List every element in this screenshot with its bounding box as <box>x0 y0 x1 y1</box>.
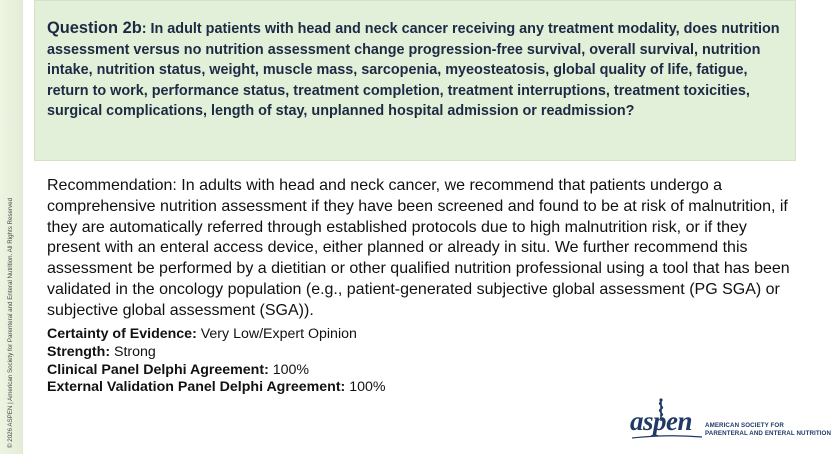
clinical-panel-label: Clinical Panel Delphi Agreement: <box>47 361 269 378</box>
side-strip <box>0 0 23 454</box>
question-label: Question 2b <box>47 19 142 37</box>
swoosh-icon <box>632 434 702 440</box>
recommendation-text: Recommendation: In adults with head and neck cancer, we recommend that patients undergo a comprehensive nutrition assessment if they have been screened and found to be at risk of malnutrition, if they are automatically referred through established protocols due to high malnutrition risk, or if they present with an enteral access device, either planned or already in situ. We further recommend this assessment be performed by a dietitian or other qualified nutrition professional using a tool that has been validated in the oncology population (e.g., patient-generated subjective global assessment (PG SGA) or subjective global assessment (SGA)). <box>47 177 790 319</box>
certainty-label: Certainty of Evidence: <box>47 326 197 342</box>
aspen-wordmark: aspen <box>630 406 693 436</box>
clinical-panel-value: 100% <box>268 361 310 378</box>
certainty-of-evidence <box>47 326 647 344</box>
strength-label: Strength: <box>47 343 111 360</box>
question-text-block <box>47 18 789 122</box>
strength <box>47 344 647 362</box>
aspen-org-name <box>705 422 831 438</box>
evidence-summary <box>47 326 647 397</box>
certainty-value: Very Low/Expert Opinion <box>196 326 357 342</box>
aspen-logo <box>630 398 831 444</box>
question-panel <box>34 0 796 161</box>
clinical-panel-agreement <box>47 362 647 380</box>
external-panel-value: 100% <box>345 379 386 396</box>
external-panel-agreement <box>47 379 647 397</box>
strength-value: Strong <box>110 343 156 360</box>
question-body: : In adult patients with head and neck cancer receiving any treatment modality, does nutrition assessment versus no nutrition assessment change progression-free survival, overall survival, nutrition intake, nutrition status, weight, muscle mass, sarcopenia, myeosteatosis, global quality of life, fatigue, return to work, performance status, treatment completion, treatment interruptions, treatment toxicities, surgical complications, length of stay, unplanned hospital admission or readmission? <box>47 21 780 119</box>
external-panel-label: External Validation Panel Delphi Agreement: <box>47 379 346 396</box>
org-line-2: PARENTERAL AND ENTERAL NUTRITION <box>705 430 831 437</box>
org-line-1: AMERICAN SOCIETY FOR <box>705 422 784 429</box>
copyright-notice: © 2026 ASPEN | American Society for Parenteral and Enteral Nutrition. All Rights Reserved <box>6 197 14 448</box>
